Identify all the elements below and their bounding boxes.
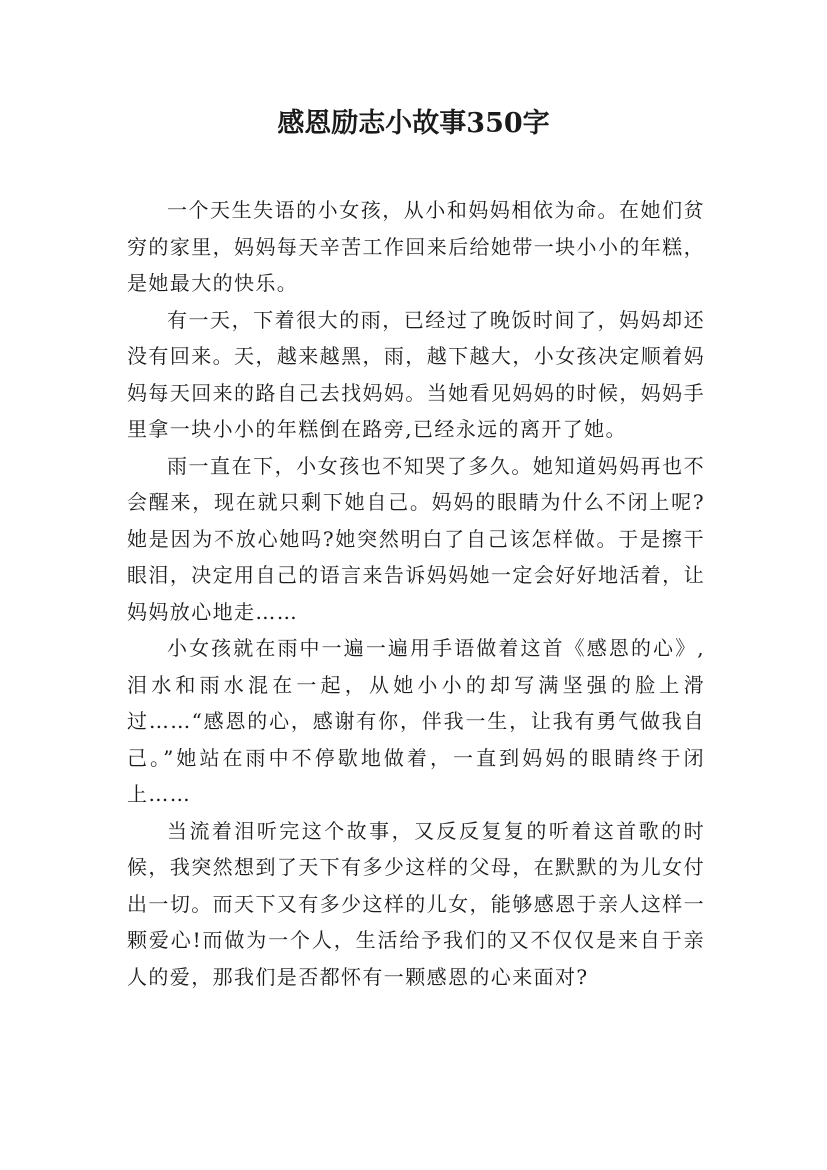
paragraph: 当流着泪听完这个故事，又反反复复的听着这首歌的时候，我突然想到了天下有多少这样的父母，在默默的为儿女付出一切。而天下又有多少这样的儿女，能够感恩于亲人这样一颗爱心!而做为一个人，生活给予我们的又不仅仅是来自于亲人的爱，那我们是否都怀有一颗感恩的心来面对? <box>127 818 705 989</box>
paragraph: 有一天，下着很大的雨，已经过了晚饭时间了，妈妈却还没有回来。天，越来越黑，雨，越下越大，小女孩决定顺着妈妈每天回来的路自己去找妈妈。当她看见妈妈的时候，妈妈手里拿一块小小的年糕倒在路旁,已经永远的离开了她。 <box>127 307 705 441</box>
paragraph: 雨一直在下，小女孩也不知哭了多久。她知道妈妈再也不会醒来，现在就只剩下她自己。妈妈的眼睛为什么不闭上呢?她是因为不放心她吗?她突然明白了自己该怎样做。于是擦干眼泪，决定用自己的语言来告诉妈妈她一定会好好地活着，让妈妈放心地走…… <box>127 453 705 624</box>
document-body <box>127 192 705 995</box>
paragraph: 小女孩就在雨中一遍一遍用手语做着这首《感恩的心》,泪水和雨水混在一起，从她小小的却写满坚强的脸上滑过……“感恩的心，感谢有你，伴我一生，让我有勇气做我自己。”她站在雨中不停歇地做着，一直到妈妈的眼睛终于闭上…… <box>127 636 705 806</box>
document-title: 感恩励志小故事350字 <box>277 108 550 139</box>
paragraph: 一个天生失语的小女孩，从小和妈妈相依为命。在她们贫穷的家里，妈妈每天辛苦工作回来后给她带一块小小的年糕，是她最大的快乐。 <box>127 198 705 295</box>
